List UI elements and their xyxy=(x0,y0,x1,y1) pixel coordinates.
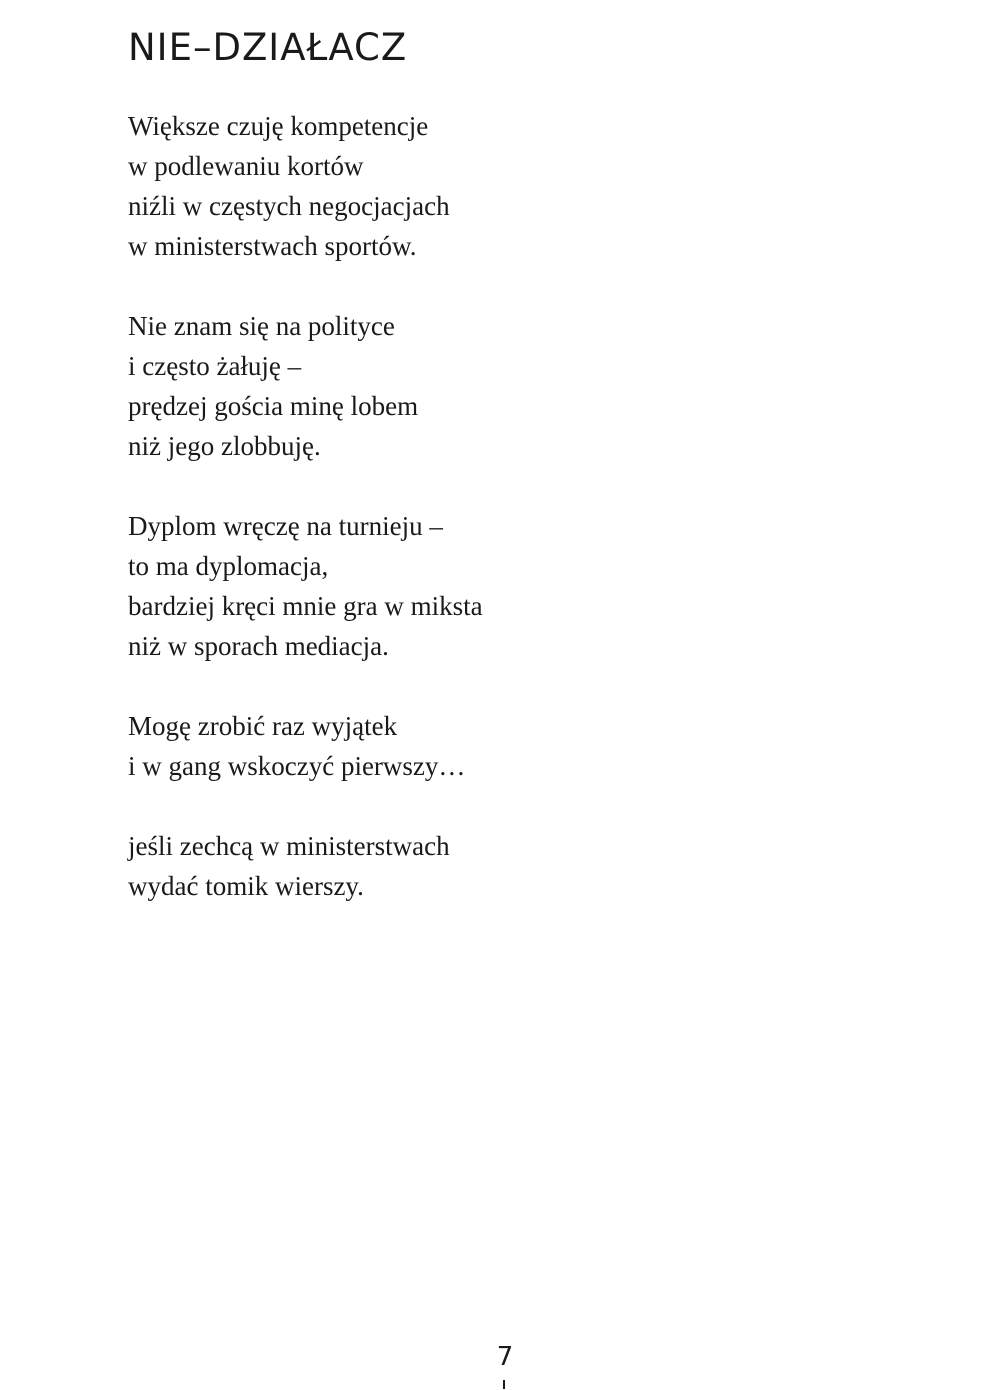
stanza-5 xyxy=(128,826,483,906)
stanza-3 xyxy=(128,506,483,666)
poem-line: Większe czuję kompetencje xyxy=(128,111,429,141)
stanza-4 xyxy=(128,706,483,786)
poem-line: prędzej gościa minę lobem xyxy=(128,391,419,421)
poem-line: niźli w częstych negocjacjach xyxy=(128,191,450,221)
poem-line: i w gang wskoczyć pierwszy… xyxy=(128,751,466,781)
page-number: 7 xyxy=(496,1342,514,1372)
poem-line: Mogę zrobić raz wyjątek xyxy=(128,711,398,741)
page-number-tick xyxy=(503,1380,505,1389)
poem-line: wydać tomik wierszy. xyxy=(128,871,364,901)
poem-line: bardziej kręci mnie gra w miksta xyxy=(128,591,483,621)
poem-line: jeśli zechcą w ministerstwach xyxy=(128,831,450,861)
poem-title: NIE–DZIAŁACZ xyxy=(128,26,408,69)
poem-line: niż jego zlobbuję. xyxy=(128,431,321,461)
poem-line: niż w sporach mediacja. xyxy=(128,631,389,661)
stanza-1 xyxy=(128,106,483,266)
poem-line: Nie znam się na polityce xyxy=(128,311,395,341)
stanza-2 xyxy=(128,306,483,466)
poem-line: i często żałuję – xyxy=(128,351,302,381)
poem-line: Dyplom wręczę na turnieju – xyxy=(128,511,443,541)
poem-body xyxy=(128,106,483,946)
poem-line: w ministerstwach sportów. xyxy=(128,231,417,261)
poem-line: to ma dyplomacja, xyxy=(128,551,329,581)
poem-line: w podlewaniu kortów xyxy=(128,151,364,181)
